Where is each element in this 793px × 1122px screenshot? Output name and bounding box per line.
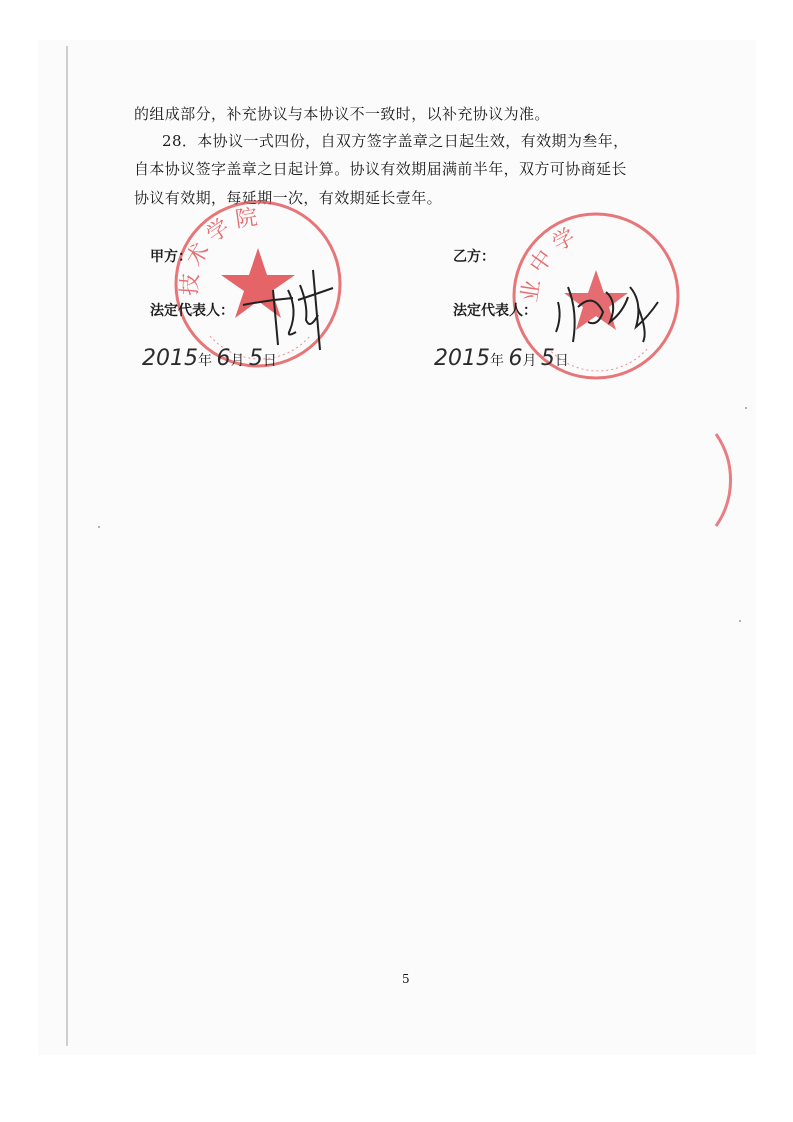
party-a-date-day-char: 日 bbox=[262, 353, 277, 369]
party-b-date-year: 2015 bbox=[434, 346, 490, 371]
party-a-date-month-char: 月 bbox=[230, 353, 245, 369]
party-a-date-year: 2015 bbox=[142, 346, 198, 371]
paragraph-line-3: 自本协议签字盖章之日起计算。协议有效期届满前半年，双方可协商延长 bbox=[134, 160, 627, 178]
scan-speck bbox=[739, 620, 741, 622]
party-a-label: 甲方： bbox=[150, 249, 192, 265]
page-number: 5 bbox=[402, 972, 410, 986]
party-a-date-year-char: 年 bbox=[198, 353, 212, 369]
scan-speck bbox=[745, 407, 747, 409]
party-b-date-month-char: 月 bbox=[522, 353, 537, 369]
party-a-date bbox=[142, 346, 277, 371]
party-b-seal-text: 业中学 bbox=[517, 221, 585, 304]
party-b-date-year-char: 年 bbox=[490, 353, 504, 369]
party-a-date-day: 5 bbox=[248, 346, 263, 371]
party-a-date-month: 6 bbox=[216, 346, 231, 371]
party-a-signature bbox=[238, 260, 338, 355]
party-b-date-day-char: 日 bbox=[554, 353, 569, 369]
party-a-seal-text: 技术学院 bbox=[177, 204, 266, 297]
scan-speck bbox=[98, 526, 100, 528]
party-b-date bbox=[434, 346, 569, 371]
binding-line bbox=[66, 46, 68, 1046]
party-a-representative-label: 法定代表人： bbox=[150, 303, 234, 319]
party-b-date-month: 6 bbox=[508, 346, 523, 371]
party-b-signature bbox=[548, 272, 668, 347]
paragraph-line-2: 28．本协议一式四份，自双方签字盖章之日起生效，有效期为叁年， bbox=[162, 132, 629, 150]
paragraph-line-4: 协议有效期，每延期一次，有效期延长壹年。 bbox=[134, 189, 443, 207]
party-b-label: 乙方： bbox=[453, 249, 495, 265]
paragraph-line-1: 的组成部分，补充协议与本协议不一致时，以补充协议为准。 bbox=[134, 105, 550, 123]
party-b-date-day: 5 bbox=[540, 346, 555, 371]
party-b-representative-label: 法定代表人： bbox=[453, 303, 537, 319]
partial-seal-edge bbox=[712, 430, 742, 530]
